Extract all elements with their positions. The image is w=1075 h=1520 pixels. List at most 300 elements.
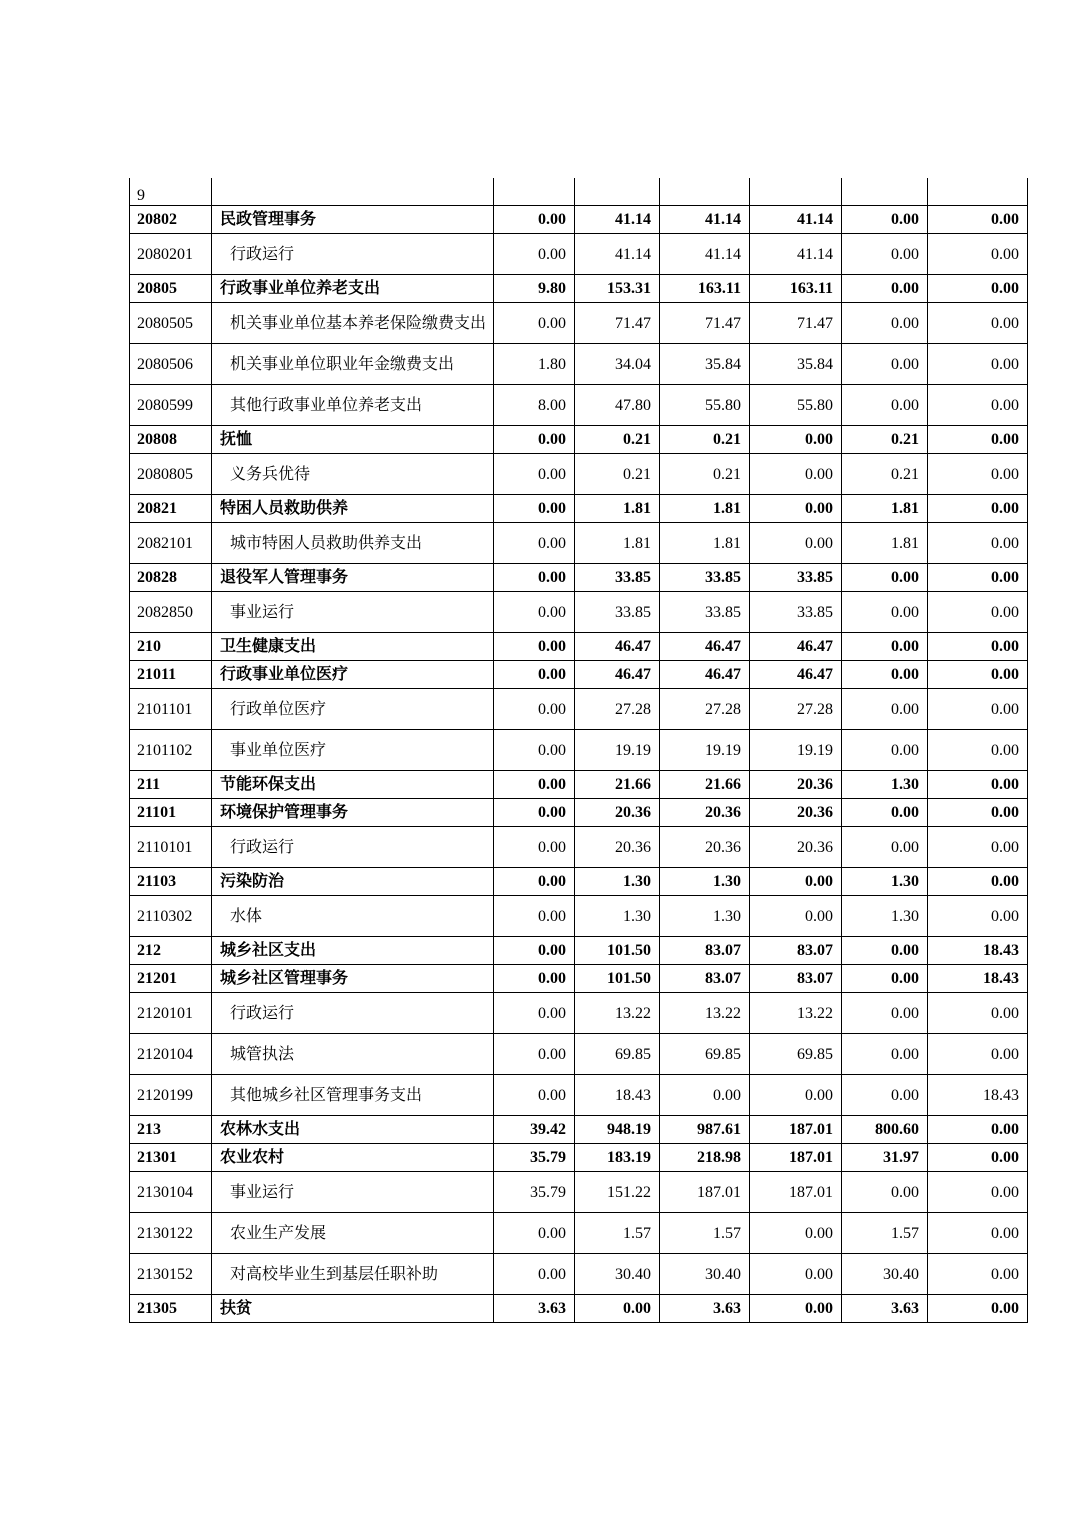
amount-cell: 69.85	[575, 1034, 660, 1075]
amount-cell: 0.00	[750, 426, 842, 454]
expenditure-table	[129, 178, 1028, 1323]
amount-cell: 0.00	[842, 1034, 928, 1075]
amount-cell: 41.14	[575, 206, 660, 234]
subject-name-cell	[212, 868, 494, 896]
subject-name-text: 污染防治	[220, 873, 285, 890]
subject-name-cell	[212, 771, 494, 799]
amount-cell: 0.00	[842, 965, 928, 993]
amount-cell: 0.00	[842, 661, 928, 689]
amount-cell: 0.00	[928, 1213, 1028, 1254]
amount-cell: 35.84	[750, 344, 842, 385]
amount-cell: 0.00	[928, 1295, 1028, 1323]
table-row	[130, 234, 1028, 275]
table-row	[130, 868, 1028, 896]
table-row	[130, 1295, 1028, 1323]
subject-name-cell	[212, 234, 494, 275]
subject-name-cell	[212, 344, 494, 385]
amount-cell: 0.00	[928, 1116, 1028, 1144]
amount-cell: 21.66	[575, 771, 660, 799]
subject-name-text: 行政事业单位养老支出	[220, 280, 381, 297]
amount-cell: 3.63	[494, 1295, 575, 1323]
amount-cell	[928, 178, 1028, 206]
amount-cell: 27.28	[660, 689, 750, 730]
amount-cell: 0.00	[750, 1213, 842, 1254]
amount-cell: 35.79	[494, 1172, 575, 1213]
amount-cell: 0.00	[494, 454, 575, 495]
amount-cell: 0.21	[575, 426, 660, 454]
amount-cell: 20.36	[750, 771, 842, 799]
amount-cell: 101.50	[575, 937, 660, 965]
amount-cell: 0.00	[750, 1075, 842, 1116]
amount-cell: 0.00	[494, 303, 575, 344]
amount-cell: 18.43	[928, 937, 1028, 965]
amount-cell: 0.00	[928, 730, 1028, 771]
amount-cell: 13.22	[660, 993, 750, 1034]
table-row	[130, 206, 1028, 234]
amount-cell: 0.00	[750, 868, 842, 896]
amount-cell: 151.22	[575, 1172, 660, 1213]
amount-cell: 0.00	[928, 592, 1028, 633]
subject-code-cell: 2120199	[130, 1075, 212, 1116]
subject-name-cell	[212, 689, 494, 730]
amount-cell: 71.47	[750, 303, 842, 344]
subject-code-cell: 211	[130, 771, 212, 799]
amount-cell: 0.00	[842, 827, 928, 868]
amount-cell: 41.14	[660, 206, 750, 234]
amount-cell: 41.14	[750, 206, 842, 234]
amount-cell: 71.47	[660, 303, 750, 344]
amount-cell: 0.00	[842, 937, 928, 965]
amount-cell: 0.00	[494, 1213, 575, 1254]
amount-cell: 21.66	[660, 771, 750, 799]
subject-code-cell: 21011	[130, 661, 212, 689]
table-row	[130, 827, 1028, 868]
amount-cell: 187.01	[750, 1172, 842, 1213]
amount-cell: 33.85	[660, 564, 750, 592]
amount-cell: 0.00	[494, 426, 575, 454]
amount-cell: 0.00	[750, 454, 842, 495]
amount-cell: 41.14	[575, 234, 660, 275]
amount-cell: 13.22	[750, 993, 842, 1034]
table-row	[130, 523, 1028, 564]
amount-cell: 0.00	[494, 633, 575, 661]
amount-cell: 0.00	[842, 633, 928, 661]
subject-name-cell	[212, 385, 494, 426]
amount-cell: 0.00	[842, 385, 928, 426]
amount-cell: 0.00	[842, 993, 928, 1034]
amount-cell: 0.00	[494, 495, 575, 523]
amount-cell: 46.47	[660, 633, 750, 661]
amount-cell: 187.01	[750, 1144, 842, 1172]
amount-cell: 0.00	[842, 1075, 928, 1116]
amount-cell: 71.47	[575, 303, 660, 344]
subject-code-cell: 21301	[130, 1144, 212, 1172]
amount-cell: 83.07	[660, 937, 750, 965]
subject-name-text: 行政运行	[230, 1004, 295, 1022]
subject-name-text: 农林水支出	[220, 1121, 301, 1138]
amount-cell: 163.11	[660, 275, 750, 303]
amount-cell: 0.00	[928, 771, 1028, 799]
subject-name-text: 其他城乡社区管理事务支出	[230, 1086, 423, 1104]
amount-cell: 20.36	[660, 827, 750, 868]
amount-cell: 0.00	[928, 689, 1028, 730]
subject-name-text: 城乡社区管理事务	[220, 970, 349, 987]
amount-cell: 0.00	[494, 993, 575, 1034]
amount-cell: 0.00	[928, 799, 1028, 827]
amount-cell: 0.00	[928, 827, 1028, 868]
subject-name-cell	[212, 564, 494, 592]
amount-cell: 1.30	[575, 868, 660, 896]
amount-cell: 1.57	[575, 1213, 660, 1254]
amount-cell: 0.00	[842, 1172, 928, 1213]
amount-cell	[660, 178, 750, 206]
subject-code-cell: 2080201	[130, 234, 212, 275]
amount-cell: 187.01	[660, 1172, 750, 1213]
budget-table-container	[129, 178, 1028, 1323]
subject-code-cell: 213	[130, 1116, 212, 1144]
table-row	[130, 344, 1028, 385]
amount-cell: 0.00	[928, 564, 1028, 592]
subject-name-cell	[212, 592, 494, 633]
amount-cell: 0.00	[494, 689, 575, 730]
amount-cell: 0.00	[750, 1295, 842, 1323]
subject-name-text: 城乡社区支出	[220, 942, 317, 959]
table-row	[130, 633, 1028, 661]
amount-cell: 18.43	[575, 1075, 660, 1116]
amount-cell: 18.43	[928, 965, 1028, 993]
subject-name-cell	[212, 799, 494, 827]
subject-name-cell	[212, 937, 494, 965]
table-row	[130, 1034, 1028, 1075]
amount-cell: 0.00	[928, 234, 1028, 275]
amount-cell: 0.00	[928, 993, 1028, 1034]
subject-name-text: 行政运行	[230, 245, 295, 263]
subject-name-cell	[212, 523, 494, 564]
amount-cell: 0.00	[660, 1075, 750, 1116]
amount-cell: 33.85	[750, 564, 842, 592]
amount-cell: 55.80	[750, 385, 842, 426]
table-row	[130, 303, 1028, 344]
amount-cell: 39.42	[494, 1116, 575, 1144]
amount-cell: 0.00	[928, 454, 1028, 495]
subject-name-cell	[212, 1144, 494, 1172]
amount-cell: 0.00	[842, 275, 928, 303]
subject-code-cell: 2120101	[130, 993, 212, 1034]
subject-code-cell: 21103	[130, 868, 212, 896]
amount-cell: 0.00	[842, 799, 928, 827]
amount-cell: 0.00	[928, 426, 1028, 454]
table-row	[130, 1116, 1028, 1144]
subject-code-cell: 210	[130, 633, 212, 661]
amount-cell: 55.80	[660, 385, 750, 426]
amount-cell: 1.81	[575, 495, 660, 523]
amount-cell: 0.00	[494, 771, 575, 799]
amount-cell: 0.00	[928, 303, 1028, 344]
amount-cell: 0.00	[494, 896, 575, 937]
amount-cell: 33.85	[575, 564, 660, 592]
amount-cell: 0.00	[750, 495, 842, 523]
subject-code-cell: 2101101	[130, 689, 212, 730]
amount-cell: 19.19	[575, 730, 660, 771]
subject-code-cell: 21305	[130, 1295, 212, 1323]
subject-name-text: 对高校毕业生到基层任职补助	[230, 1265, 439, 1283]
amount-cell: 1.80	[494, 344, 575, 385]
amount-cell: 30.40	[842, 1254, 928, 1295]
amount-cell	[494, 178, 575, 206]
amount-cell: 0.00	[494, 868, 575, 896]
amount-cell: 0.21	[660, 426, 750, 454]
subject-name-cell	[212, 993, 494, 1034]
subject-name-cell	[212, 1075, 494, 1116]
table-row	[130, 1075, 1028, 1116]
amount-cell: 83.07	[750, 937, 842, 965]
amount-cell: 0.00	[494, 730, 575, 771]
amount-cell: 0.00	[494, 206, 575, 234]
amount-cell: 0.00	[842, 303, 928, 344]
table-row	[130, 661, 1028, 689]
amount-cell: 0.00	[842, 689, 928, 730]
subject-code-cell: 2130152	[130, 1254, 212, 1295]
amount-cell: 20.36	[575, 799, 660, 827]
subject-name-cell	[212, 275, 494, 303]
subject-name-text: 行政事业单位医疗	[220, 666, 349, 683]
subject-code-cell: 2130104	[130, 1172, 212, 1213]
subject-code-cell: 2101102	[130, 730, 212, 771]
amount-cell: 0.00	[928, 206, 1028, 234]
amount-cell: 41.14	[660, 234, 750, 275]
subject-code-cell: 20828	[130, 564, 212, 592]
subject-name-cell	[212, 827, 494, 868]
subject-name-text: 事业运行	[230, 603, 295, 621]
subject-name-cell	[212, 1116, 494, 1144]
subject-name-text: 其他行政事业单位养老支出	[230, 396, 423, 414]
amount-cell: 0.21	[575, 454, 660, 495]
table-row	[130, 275, 1028, 303]
table-row	[130, 426, 1028, 454]
amount-cell: 0.00	[750, 1254, 842, 1295]
subject-name-cell	[212, 1172, 494, 1213]
table-row	[130, 799, 1028, 827]
amount-cell: 0.00	[928, 1034, 1028, 1075]
subject-name-text: 行政单位医疗	[230, 700, 327, 718]
amount-cell: 0.00	[842, 730, 928, 771]
subject-name-text: 机关事业单位基本养老保险缴费支出	[230, 314, 487, 332]
amount-cell: 0.00	[494, 965, 575, 993]
subject-code-cell: 20802	[130, 206, 212, 234]
subject-name-text: 节能环保支出	[220, 776, 317, 793]
amount-cell: 0.00	[928, 275, 1028, 303]
table-row	[130, 993, 1028, 1034]
amount-cell: 18.43	[928, 1075, 1028, 1116]
subject-name-text: 城管执法	[230, 1045, 295, 1063]
amount-cell: 0.00	[494, 523, 575, 564]
amount-cell: 948.19	[575, 1116, 660, 1144]
amount-cell: 34.04	[575, 344, 660, 385]
amount-cell: 0.00	[750, 523, 842, 564]
subject-code-cell: 21101	[130, 799, 212, 827]
amount-cell: 987.61	[660, 1116, 750, 1144]
subject-code-cell: 2082101	[130, 523, 212, 564]
amount-cell: 0.21	[842, 426, 928, 454]
amount-cell: 1.30	[842, 868, 928, 896]
amount-cell: 0.00	[842, 206, 928, 234]
amount-cell: 101.50	[575, 965, 660, 993]
table-body	[130, 178, 1028, 1323]
subject-name-cell	[212, 1034, 494, 1075]
subject-name-text: 水体	[230, 907, 263, 925]
amount-cell: 0.00	[928, 495, 1028, 523]
amount-cell: 83.07	[660, 965, 750, 993]
subject-name-cell	[212, 1254, 494, 1295]
amount-cell: 0.00	[494, 1075, 575, 1116]
amount-cell: 0.00	[494, 937, 575, 965]
amount-cell: 0.00	[928, 868, 1028, 896]
amount-cell: 1.30	[660, 868, 750, 896]
table-row	[130, 1254, 1028, 1295]
amount-cell: 19.19	[660, 730, 750, 771]
amount-cell: 163.11	[750, 275, 842, 303]
table-row	[130, 385, 1028, 426]
table-row	[130, 896, 1028, 937]
subject-name-text: 特困人员救助供养	[220, 500, 349, 517]
subject-name-cell	[212, 1213, 494, 1254]
amount-cell: 153.31	[575, 275, 660, 303]
amount-cell: 0.00	[928, 1254, 1028, 1295]
subject-code-cell: 212	[130, 937, 212, 965]
table-row	[130, 1172, 1028, 1213]
amount-cell: 30.40	[575, 1254, 660, 1295]
subject-code-cell: 20821	[130, 495, 212, 523]
table-row	[130, 1144, 1028, 1172]
amount-cell: 187.01	[750, 1116, 842, 1144]
amount-cell: 0.00	[575, 1295, 660, 1323]
amount-cell: 0.00	[928, 385, 1028, 426]
subject-code-cell: 2080599	[130, 385, 212, 426]
amount-cell: 1.81	[660, 523, 750, 564]
amount-cell: 83.07	[750, 965, 842, 993]
amount-cell: 1.57	[842, 1213, 928, 1254]
amount-cell: 33.85	[575, 592, 660, 633]
subject-name-text: 民政管理事务	[220, 211, 317, 228]
amount-cell: 1.81	[660, 495, 750, 523]
amount-cell	[842, 178, 928, 206]
subject-name-cell	[212, 896, 494, 937]
amount-cell: 1.57	[660, 1213, 750, 1254]
subject-name-cell	[212, 730, 494, 771]
amount-cell: 0.21	[660, 454, 750, 495]
amount-cell: 218.98	[660, 1144, 750, 1172]
amount-cell: 9.80	[494, 275, 575, 303]
amount-cell: 35.79	[494, 1144, 575, 1172]
table-row	[130, 771, 1028, 799]
subject-code-cell: 2120104	[130, 1034, 212, 1075]
subject-name-text: 扶贫	[220, 1300, 253, 1317]
subject-name-cell	[212, 206, 494, 234]
subject-name-cell	[212, 454, 494, 495]
amount-cell: 69.85	[660, 1034, 750, 1075]
amount-cell: 0.00	[928, 661, 1028, 689]
subject-code-cell: 2080805	[130, 454, 212, 495]
amount-cell: 46.47	[575, 661, 660, 689]
subject-name-cell	[212, 661, 494, 689]
amount-cell	[575, 178, 660, 206]
amount-cell: 0.00	[928, 1172, 1028, 1213]
subject-name-text: 事业运行	[230, 1183, 295, 1201]
subject-name-text: 义务兵优待	[230, 465, 311, 483]
subject-code-cell: 20805	[130, 275, 212, 303]
amount-cell: 20.36	[750, 827, 842, 868]
amount-cell: 19.19	[750, 730, 842, 771]
amount-cell	[750, 178, 842, 206]
amount-cell: 30.40	[660, 1254, 750, 1295]
subject-code-cell: 21201	[130, 965, 212, 993]
subject-name-text: 机关事业单位职业年金缴费支出	[230, 355, 455, 373]
amount-cell: 33.85	[660, 592, 750, 633]
amount-cell: 35.84	[660, 344, 750, 385]
amount-cell: 46.47	[575, 633, 660, 661]
amount-cell: 0.00	[494, 1254, 575, 1295]
amount-cell: 46.47	[750, 661, 842, 689]
subject-name-text: 事业单位医疗	[230, 741, 327, 759]
subject-name-text: 行政运行	[230, 838, 295, 856]
table-row	[130, 937, 1028, 965]
amount-cell: 0.00	[928, 344, 1028, 385]
amount-cell: 69.85	[750, 1034, 842, 1075]
subject-name-cell	[212, 633, 494, 661]
amount-cell: 0.00	[928, 633, 1028, 661]
subject-name-cell	[212, 965, 494, 993]
table-row	[130, 495, 1028, 523]
table-row	[130, 730, 1028, 771]
table-row	[130, 1213, 1028, 1254]
amount-cell: 0.00	[928, 896, 1028, 937]
amount-cell: 1.30	[575, 896, 660, 937]
table-row	[130, 689, 1028, 730]
subject-name-text: 农业生产发展	[230, 1224, 327, 1242]
amount-cell: 0.00	[842, 344, 928, 385]
amount-cell: 33.85	[750, 592, 842, 633]
subject-code-cell: 2080506	[130, 344, 212, 385]
subject-name-text: 抚恤	[220, 431, 253, 448]
amount-cell: 1.81	[575, 523, 660, 564]
amount-cell: 27.28	[750, 689, 842, 730]
amount-cell: 46.47	[660, 661, 750, 689]
subject-name-text: 退役军人管理事务	[220, 569, 349, 586]
amount-cell: 1.81	[842, 523, 928, 564]
amount-cell: 20.36	[660, 799, 750, 827]
table-row	[130, 454, 1028, 495]
subject-name-text: 卫生健康支出	[220, 638, 317, 655]
amount-cell: 8.00	[494, 385, 575, 426]
amount-cell: 13.22	[575, 993, 660, 1034]
amount-cell: 0.00	[842, 564, 928, 592]
amount-cell: 0.00	[494, 661, 575, 689]
amount-cell: 0.00	[750, 896, 842, 937]
amount-cell: 0.00	[842, 234, 928, 275]
amount-cell: 1.30	[842, 771, 928, 799]
amount-cell: 0.00	[494, 1034, 575, 1075]
amount-cell: 0.00	[494, 564, 575, 592]
subject-name-cell	[212, 303, 494, 344]
amount-cell: 27.28	[575, 689, 660, 730]
amount-cell: 800.60	[842, 1116, 928, 1144]
amount-cell: 3.63	[842, 1295, 928, 1323]
subject-code-cell: 2110302	[130, 896, 212, 937]
amount-cell: 1.30	[660, 896, 750, 937]
amount-cell: 3.63	[660, 1295, 750, 1323]
amount-cell: 0.00	[842, 592, 928, 633]
amount-cell: 183.19	[575, 1144, 660, 1172]
